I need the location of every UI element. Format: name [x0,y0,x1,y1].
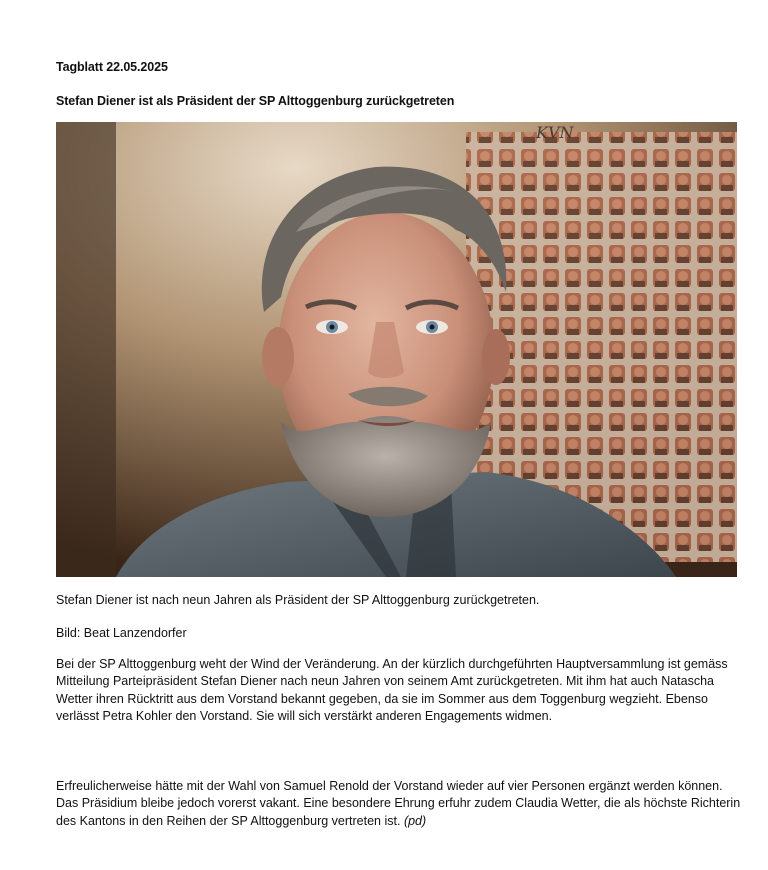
photo-credit: Bild: Beat Lanzendorfer [56,626,187,640]
article-headline: Stefan Diener ist als Präsident der SP Alttoggenburg zurückgetreten [56,94,455,108]
portrait-image [56,122,737,577]
body-paragraph-1: Bei der SP Alttoggenburg weht der Wind der Veränderung. An der kürzlich durchgeführten Hauptversammlung ist gemäss Mitteilung Parteipräsident Stefan Diener nach neun Jahren von seinem Amt zurückgetreten. Mit ihm hat auch Natascha Wetter ihren Rücktritt aus dem Vorstand bekannt gegeben, da sie im Sommer aus dem Toggenburg wegzieht. Ebenso verlässt Petra Kohler den Vorstand. Sie will sich verstärkt anderen Engagements widmen. [56,657,728,723]
body-paragraph-2 [56,778,742,830]
article-photo [56,122,737,577]
wall-lettering: KVN [536,123,574,142]
press-release-marker: (pd) [403,813,427,828]
body-paragraph-2-text: Erfreulicherweise hätte mit der Wahl von Samuel Renold der Vorstand wieder auf vier Personen ergänzt werden können. Das Präsidium bleibe jedoch vorerst vakant. Eine besondere Ehrung erfuhr zudem Claudia Wetter, die als höchste Richterin des Kantons in den Reihen der SP Alttoggenburg vertreten ist. [56,779,741,828]
source-line: Tagblatt 22.05.2025 [56,60,168,74]
photo-caption: Stefan Diener ist nach neun Jahren als Präsident der SP Alttoggenburg zurückgetreten. [56,593,540,607]
